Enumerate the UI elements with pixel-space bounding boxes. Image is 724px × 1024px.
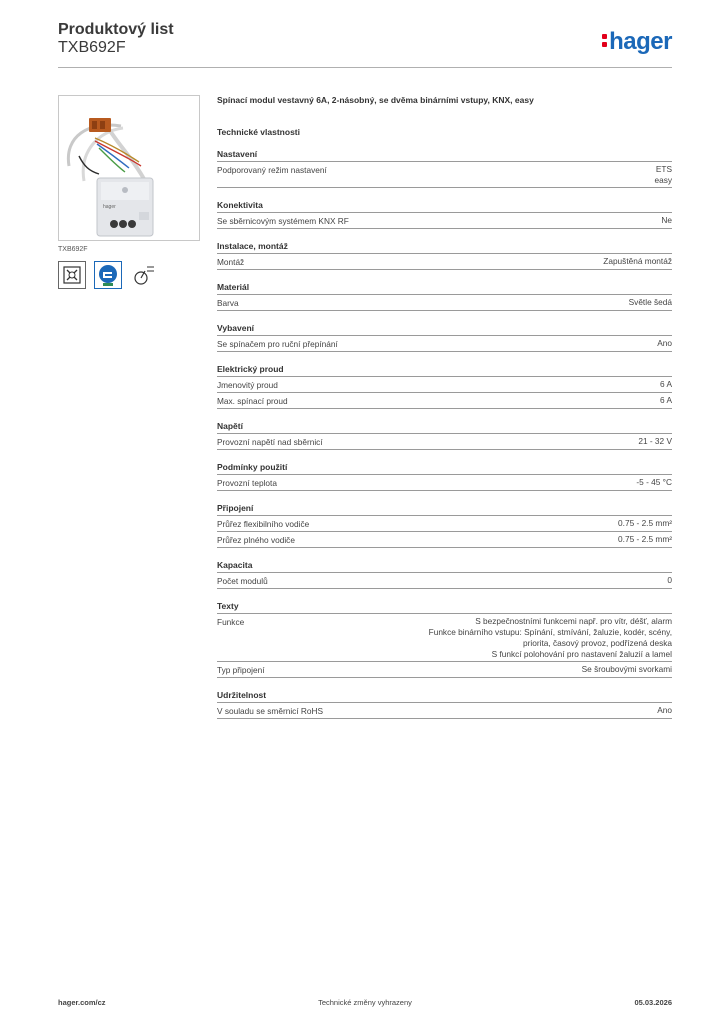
spec-group-title: Nastavení xyxy=(217,149,672,162)
spec-value-line: priorita, časový provoz, podřízená deska xyxy=(523,638,672,648)
spec-group-title: Konektivita xyxy=(217,200,672,213)
spec-group xyxy=(217,462,672,491)
spec-group-title: Vybavení xyxy=(217,323,672,336)
spec-group-title: Připojení xyxy=(217,503,672,516)
spec-label: Se spínačem pro ruční přepínání xyxy=(217,339,338,349)
spec-group-title: Texty xyxy=(217,601,672,614)
spec-group xyxy=(217,200,672,229)
spec-value xyxy=(660,379,672,391)
spec-label: Podporovaný režim nastavení xyxy=(217,165,327,175)
product-caption: TXB692F xyxy=(58,246,88,253)
spec-value xyxy=(603,256,672,268)
spec-row xyxy=(217,703,672,719)
spec-group-title: Elektrický proud xyxy=(217,364,672,377)
spec-value xyxy=(667,575,672,587)
spec-value xyxy=(657,705,672,717)
spec-groups xyxy=(217,149,672,719)
product-image xyxy=(58,95,200,241)
spec-value xyxy=(636,477,672,489)
product-code: TXB692F xyxy=(58,39,126,56)
spec-value-line: 21 - 32 V xyxy=(638,436,672,446)
product-photo-icon xyxy=(59,96,199,240)
product-description: Spínací modul vestavný 6A, 2-násobný, se dvěma binárními vstupy, KNX, easy xyxy=(217,95,534,105)
spec-value-line: Ano xyxy=(657,338,672,348)
spec-row xyxy=(217,532,672,548)
spec-value-line: 0.75 - 2.5 mm² xyxy=(618,518,672,528)
spec-group xyxy=(217,690,672,719)
hager-logo xyxy=(602,28,672,56)
footer-site[interactable]: hager.com/cz xyxy=(58,998,106,1007)
spec-value-line: Se šroubovými svorkami xyxy=(581,664,672,674)
spec-group-title: Materiál xyxy=(217,282,672,295)
knx-cross-icon xyxy=(58,261,86,289)
spec-value xyxy=(660,395,672,407)
spec-group xyxy=(217,241,672,270)
spec-group xyxy=(217,282,672,311)
spec-value-line: Zapuštěná montáž xyxy=(603,256,672,266)
spec-value xyxy=(638,436,672,448)
spec-row xyxy=(217,614,672,662)
spec-group xyxy=(217,323,672,352)
spec-label: Barva xyxy=(217,298,239,308)
spec-value-line: Funkce binárního vstupu: Spínání, stmívání, žaluzie, kodér, scény, xyxy=(428,627,672,637)
logo-colon-icon xyxy=(602,34,607,50)
spec-row xyxy=(217,393,672,409)
spec-label: Montáž xyxy=(217,257,245,267)
spec-label: Průřez plného vodiče xyxy=(217,535,295,545)
product-sidebar xyxy=(58,95,200,289)
spec-group xyxy=(217,503,672,548)
spec-value-line: S funkcí polohování pro nastavení žaluzií a lamel xyxy=(491,649,672,659)
rotary-selector-icon xyxy=(130,261,158,289)
spec-group xyxy=(217,421,672,450)
spec-value xyxy=(629,297,672,309)
spec-value-line: S bezpečnostními funkcemi např. pro vítr, déšť, alarm xyxy=(475,616,672,626)
section-title: Technické vlastnosti xyxy=(217,127,300,137)
spec-group xyxy=(217,149,672,188)
spec-value xyxy=(657,338,672,350)
spec-row xyxy=(217,162,672,188)
spec-label: Provozní napětí nad sběrnicí xyxy=(217,437,323,447)
spec-label: V souladu se směrnicí RoHS xyxy=(217,706,324,716)
spec-row xyxy=(217,516,672,532)
spec-value-line: Ne xyxy=(661,215,672,225)
spec-row xyxy=(217,377,672,393)
spec-label: Funkce xyxy=(217,617,245,627)
spec-row xyxy=(217,213,672,229)
spec-value-line: ETS xyxy=(655,164,672,174)
spec-value xyxy=(661,215,672,227)
spec-value-line: 6 A xyxy=(660,395,672,405)
spec-group xyxy=(217,364,672,409)
spec-group xyxy=(217,560,672,589)
spec-group xyxy=(217,601,672,678)
logo-text: hager xyxy=(609,28,672,55)
spec-row xyxy=(217,475,672,491)
spec-group-title: Udržitelnost xyxy=(217,690,672,703)
spec-value xyxy=(618,534,672,546)
spec-row xyxy=(217,573,672,589)
spec-value xyxy=(582,664,672,676)
spec-label: Provozní teplota xyxy=(217,478,277,488)
feature-icons xyxy=(58,261,200,289)
product-details xyxy=(217,95,672,719)
spec-label: Se sběrnicovým systémem KNX RF xyxy=(217,216,349,226)
spec-value-line: Světle šedá xyxy=(628,297,672,307)
spec-label: Typ připojení xyxy=(217,665,265,675)
spec-label: Jmenovitý proud xyxy=(217,380,278,390)
footer-note: Technické změny vyhrazeny xyxy=(318,998,412,1007)
spec-group-title: Kapacita xyxy=(217,560,672,573)
spec-row xyxy=(217,254,672,270)
spec-value xyxy=(429,616,672,660)
spec-value-line: Ano xyxy=(657,705,672,715)
spec-label: Průřez flexibilního vodiče xyxy=(217,519,310,529)
spec-row xyxy=(217,662,672,678)
easy-e-icon xyxy=(94,261,122,289)
spec-value xyxy=(618,518,672,530)
spec-value-line: easy xyxy=(654,175,672,185)
spec-value-line: 0.75 - 2.5 mm² xyxy=(618,534,672,544)
document-title: Produktový list xyxy=(58,21,174,38)
spec-label: Max. spínací proud xyxy=(217,396,288,406)
spec-value-line: -5 - 45 °C xyxy=(636,477,672,487)
spec-row xyxy=(217,336,672,352)
device-brand-label: hager xyxy=(103,204,116,210)
spec-row xyxy=(217,434,672,450)
footer-date: 05.03.2026 xyxy=(634,998,672,1007)
spec-value-line: 0 xyxy=(667,575,672,585)
header-divider xyxy=(58,67,672,68)
spec-group-title: Instalace, montáž xyxy=(217,241,672,254)
spec-value-line: 6 A xyxy=(660,379,672,389)
spec-label: Počet modulů xyxy=(217,576,268,586)
spec-value xyxy=(654,164,672,186)
spec-group-title: Podmínky použití xyxy=(217,462,672,475)
spec-row xyxy=(217,295,672,311)
spec-group-title: Napětí xyxy=(217,421,672,434)
page-header xyxy=(58,20,672,68)
